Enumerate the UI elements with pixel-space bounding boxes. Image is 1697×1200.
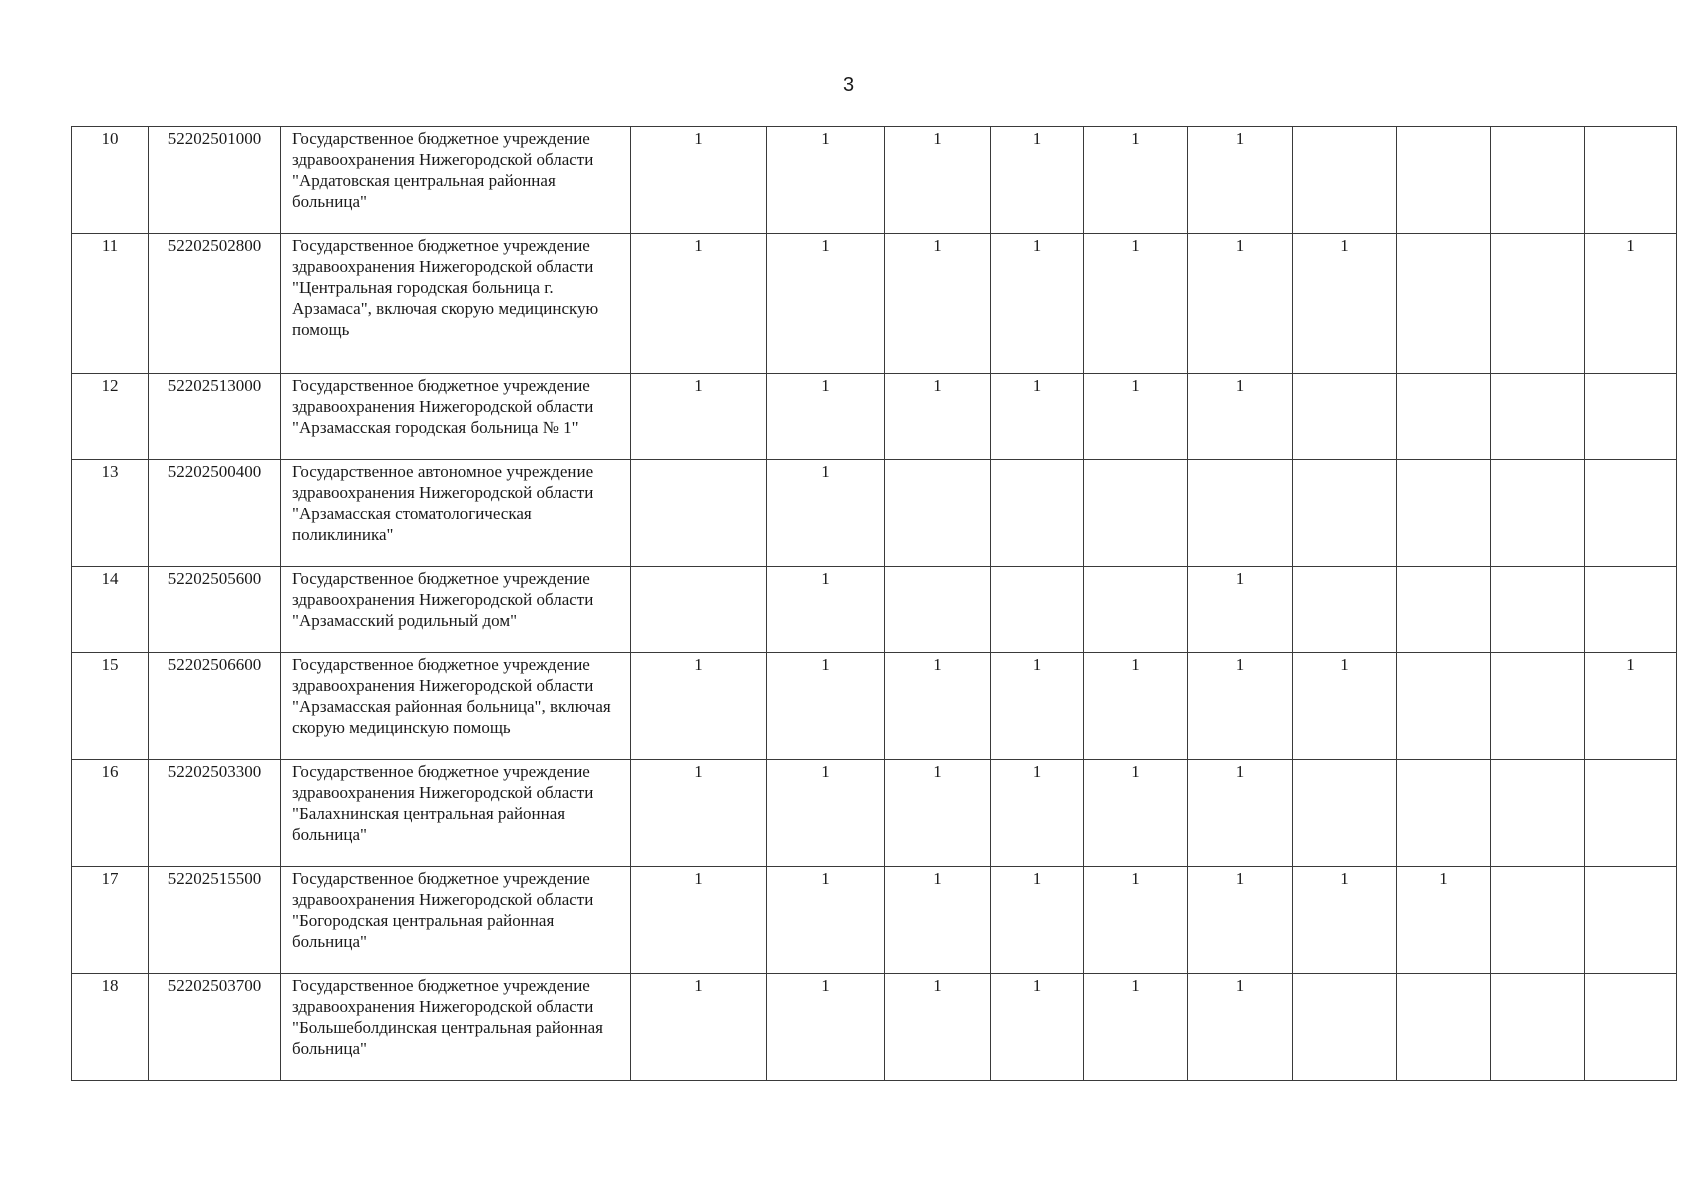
flag-cell-2: 1	[767, 127, 885, 234]
flag-cell-4: 1	[991, 867, 1084, 974]
flag-cell-4	[991, 460, 1084, 567]
row-number-cell: 15	[72, 653, 149, 760]
table-row	[72, 567, 1677, 653]
flag-cell-8	[1397, 374, 1491, 460]
flag-cell-3	[885, 460, 991, 567]
flag-cell-1: 1	[631, 760, 767, 867]
flag-cell-7: 1	[1293, 234, 1397, 374]
flag-cell-1: 1	[631, 974, 767, 1081]
flag-cell-4: 1	[991, 760, 1084, 867]
flag-cell-2: 1	[767, 460, 885, 567]
flag-cell-9	[1491, 127, 1585, 234]
row-number-cell: 18	[72, 974, 149, 1081]
flag-cell-8	[1397, 760, 1491, 867]
flag-cell-5: 1	[1084, 974, 1188, 1081]
flag-cell-6: 1	[1188, 653, 1293, 760]
table-row	[72, 374, 1677, 460]
flag-cell-9	[1491, 760, 1585, 867]
flag-cell-3: 1	[885, 374, 991, 460]
flag-cell-10: 1	[1585, 653, 1677, 760]
flag-cell-4: 1	[991, 974, 1084, 1081]
flag-cell-2: 1	[767, 374, 885, 460]
flag-cell-4	[991, 567, 1084, 653]
oktmo-code-cell: 52202500400	[149, 460, 281, 567]
flag-cell-9	[1491, 567, 1585, 653]
table-row	[72, 460, 1677, 567]
flag-cell-10	[1585, 974, 1677, 1081]
flag-cell-1: 1	[631, 867, 767, 974]
flag-cell-3: 1	[885, 974, 991, 1081]
flag-cell-5: 1	[1084, 760, 1188, 867]
flag-cell-8	[1397, 127, 1491, 234]
flag-cell-4: 1	[991, 127, 1084, 234]
row-number-cell: 10	[72, 127, 149, 234]
oktmo-code-cell: 52202505600	[149, 567, 281, 653]
row-number-cell: 17	[72, 867, 149, 974]
flag-cell-7: 1	[1293, 867, 1397, 974]
organization-name-cell: Государственное бюджетное учреждение здравоохранения Нижегородской области "Арзамасская городская больница № 1"	[281, 374, 631, 460]
flag-cell-3: 1	[885, 867, 991, 974]
flag-cell-10	[1585, 760, 1677, 867]
flag-cell-4: 1	[991, 653, 1084, 760]
organizations-table	[71, 126, 1677, 1081]
flag-cell-1: 1	[631, 653, 767, 760]
flag-cell-1	[631, 460, 767, 567]
flag-cell-10	[1585, 374, 1677, 460]
flag-cell-3	[885, 567, 991, 653]
flag-cell-3: 1	[885, 653, 991, 760]
flag-cell-7	[1293, 374, 1397, 460]
oktmo-code-cell: 52202503700	[149, 974, 281, 1081]
table-row	[72, 867, 1677, 974]
flag-cell-2: 1	[767, 234, 885, 374]
table-row	[72, 127, 1677, 234]
flag-cell-5	[1084, 567, 1188, 653]
row-number-cell: 11	[72, 234, 149, 374]
flag-cell-10	[1585, 127, 1677, 234]
organization-name-cell: Государственное бюджетное учреждение здравоохранения Нижегородской области "Богородская центральная районная больница"	[281, 867, 631, 974]
flag-cell-9	[1491, 460, 1585, 567]
flag-cell-2: 1	[767, 867, 885, 974]
page-number: 3	[842, 74, 855, 96]
flag-cell-10	[1585, 867, 1677, 974]
organization-name-cell: Государственное бюджетное учреждение здравоохранения Нижегородской области "Арзамасская районная больница", включая скорую медицинскую помощь	[281, 653, 631, 760]
oktmo-code-cell: 52202506600	[149, 653, 281, 760]
flag-cell-6: 1	[1188, 374, 1293, 460]
flag-cell-6: 1	[1188, 760, 1293, 867]
flag-cell-5: 1	[1084, 127, 1188, 234]
flag-cell-5: 1	[1084, 234, 1188, 374]
flag-cell-6: 1	[1188, 127, 1293, 234]
organization-name-cell: Государственное бюджетное учреждение здравоохранения Нижегородской области "Балахнинская центральная районная больница"	[281, 760, 631, 867]
oktmo-code-cell: 52202513000	[149, 374, 281, 460]
flag-cell-6: 1	[1188, 867, 1293, 974]
flag-cell-1: 1	[631, 234, 767, 374]
flag-cell-4: 1	[991, 234, 1084, 374]
flag-cell-5: 1	[1084, 653, 1188, 760]
row-number-cell: 14	[72, 567, 149, 653]
flag-cell-10	[1585, 567, 1677, 653]
flag-cell-5: 1	[1084, 867, 1188, 974]
flag-cell-6: 1	[1188, 234, 1293, 374]
flag-cell-8: 1	[1397, 867, 1491, 974]
flag-cell-1	[631, 567, 767, 653]
flag-cell-7	[1293, 974, 1397, 1081]
organization-name-cell: Государственное бюджетное учреждение здравоохранения Нижегородской области "Ардатовская центральная районная больница"	[281, 127, 631, 234]
flag-cell-1: 1	[631, 374, 767, 460]
flag-cell-2: 1	[767, 653, 885, 760]
flag-cell-4: 1	[991, 374, 1084, 460]
flag-cell-3: 1	[885, 234, 991, 374]
organization-name-cell: Государственное бюджетное учреждение здравоохранения Нижегородской области "Большеболдинская центральная районная больница"	[281, 974, 631, 1081]
flag-cell-9	[1491, 867, 1585, 974]
row-number-cell: 16	[72, 760, 149, 867]
flag-cell-10: 1	[1585, 234, 1677, 374]
flag-cell-8	[1397, 234, 1491, 374]
flag-cell-2: 1	[767, 760, 885, 867]
flag-cell-1: 1	[631, 127, 767, 234]
table-row	[72, 234, 1677, 374]
oktmo-code-cell: 52202515500	[149, 867, 281, 974]
row-number-cell: 12	[72, 374, 149, 460]
flag-cell-9	[1491, 974, 1585, 1081]
organization-name-cell: Государственное автономное учреждение здравоохранения Нижегородской области "Арзамасская стоматологическая поликлиника"	[281, 460, 631, 567]
flag-cell-10	[1585, 460, 1677, 567]
flag-cell-6: 1	[1188, 974, 1293, 1081]
flag-cell-2: 1	[767, 974, 885, 1081]
organization-name-cell: Государственное бюджетное учреждение здравоохранения Нижегородской области "Центральная городская больница г. Арзамаса", включая скорую медицинскую помощь	[281, 234, 631, 374]
flag-cell-7	[1293, 760, 1397, 867]
row-number-cell: 13	[72, 460, 149, 567]
flag-cell-9	[1491, 234, 1585, 374]
flag-cell-6: 1	[1188, 567, 1293, 653]
table-row	[72, 974, 1677, 1081]
oktmo-code-cell: 52202501000	[149, 127, 281, 234]
flag-cell-7	[1293, 460, 1397, 567]
flag-cell-7	[1293, 127, 1397, 234]
organization-name-cell: Государственное бюджетное учреждение здравоохранения Нижегородской области "Арзамасский родильный дом"	[281, 567, 631, 653]
flag-cell-9	[1491, 653, 1585, 760]
flag-cell-8	[1397, 460, 1491, 567]
table-body	[72, 127, 1677, 1081]
flag-cell-9	[1491, 374, 1585, 460]
flag-cell-8	[1397, 653, 1491, 760]
flag-cell-6	[1188, 460, 1293, 567]
flag-cell-3: 1	[885, 127, 991, 234]
oktmo-code-cell: 52202502800	[149, 234, 281, 374]
flag-cell-8	[1397, 974, 1491, 1081]
flag-cell-5	[1084, 460, 1188, 567]
table-row	[72, 760, 1677, 867]
oktmo-code-cell: 52202503300	[149, 760, 281, 867]
flag-cell-5: 1	[1084, 374, 1188, 460]
flag-cell-7	[1293, 567, 1397, 653]
flag-cell-7: 1	[1293, 653, 1397, 760]
flag-cell-3: 1	[885, 760, 991, 867]
table-row	[72, 653, 1677, 760]
flag-cell-2: 1	[767, 567, 885, 653]
flag-cell-8	[1397, 567, 1491, 653]
